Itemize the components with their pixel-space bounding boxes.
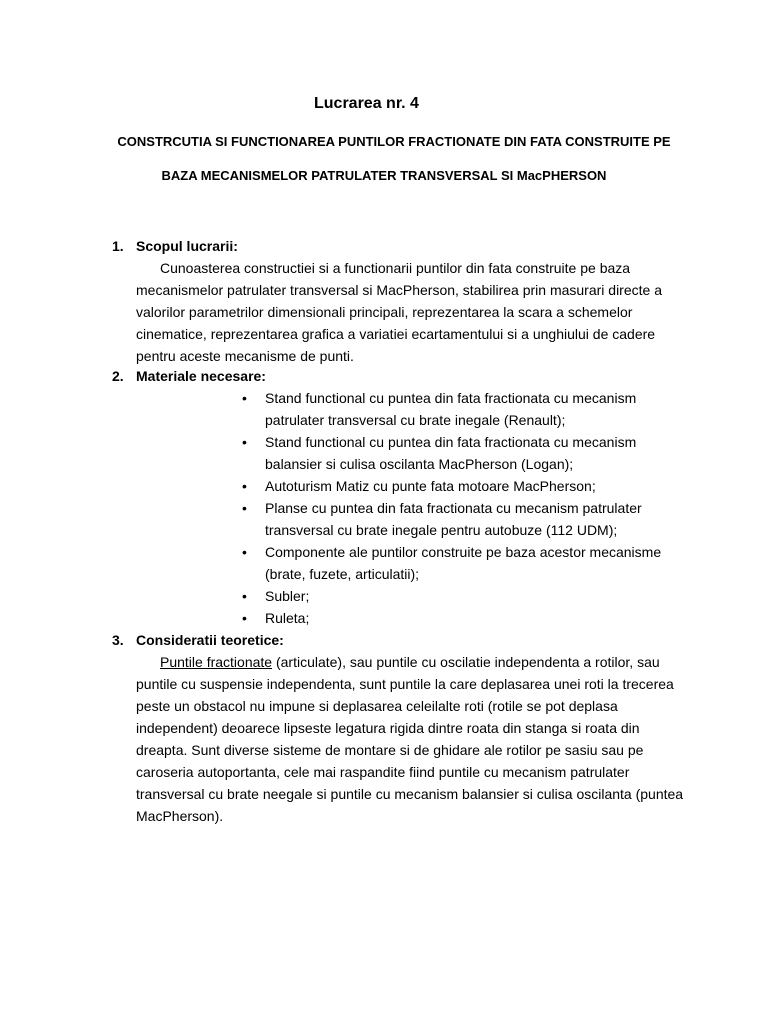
section-heading xyxy=(112,629,692,651)
list-item xyxy=(242,475,692,497)
list-item-line: patrulater transversal cu brate inegale (Renault); xyxy=(265,412,566,428)
list-item-line: Planse cu puntea din fata fractionata cu mecanism patrulater xyxy=(265,500,642,516)
subtitle-line-1: CONSTRCUTIA SI FUNCTIONAREA PUNTILOR FRACTIONATE DIN FATA CONSTRUITE PE xyxy=(117,134,671,149)
list-item xyxy=(242,387,692,431)
paragraph-line: dreapta. Sunt diverse sisteme de montare si de ghidare ale rotilor pe sasiu sau pe xyxy=(136,742,644,758)
paragraph-line: independent) deoarece lipseste legatura rigida dintre roata din stanga si roata din xyxy=(136,720,640,736)
paragraph-line: valorilor parametrilor dimensionali principali, reprezentarea la scara a schemelor xyxy=(136,304,633,320)
section-paragraph xyxy=(136,651,684,827)
section-heading xyxy=(112,365,692,387)
bullet-icon: • xyxy=(242,544,247,560)
section-scopul-lucrarii xyxy=(112,235,692,367)
section-title: Materiale necesare: xyxy=(136,368,266,384)
paragraph-line xyxy=(136,651,668,673)
paragraph-line: mecanismelor patrulater transversal si MacPherson, stabilirea prin masurari directe a xyxy=(136,282,662,298)
section-heading xyxy=(112,235,692,257)
list-item-line: Stand functional cu puntea din fata fractionata cu mecanism xyxy=(265,434,637,450)
list-item-line: Stand functional cu puntea din fata fractionata cu mecanism xyxy=(265,390,637,406)
paragraph-line: puntile cu suspensie independenta, sunt puntile la care deplasarea unei roti la trecerea xyxy=(136,676,674,692)
list-item-line: transversal cu brate inegale pentru autobuze (112 UDM); xyxy=(265,522,618,538)
list-item xyxy=(242,431,692,475)
list-item-line: Subler; xyxy=(265,588,310,604)
paragraph-line: MacPherson). xyxy=(136,808,224,824)
bullet-icon: • xyxy=(242,588,247,604)
section-title: Consideratii teoretice: xyxy=(136,632,284,648)
section-materiale-necesare xyxy=(112,365,692,629)
paragraph-line: caroseria autoportanta, cele mai raspandite fiind puntile cu mecanism patrulater xyxy=(136,764,630,780)
list-item-line: Ruleta; xyxy=(265,610,310,626)
paragraph-text: (articulate), sau puntile cu oscilatie independenta a rotilor, sau xyxy=(272,654,660,670)
bullet-icon: • xyxy=(242,500,247,516)
page-title: Lucrarea nr. 4 xyxy=(314,95,419,112)
paragraph-line: Cunoasterea constructiei si a functionarii puntilor din fata construite pe baza xyxy=(160,260,631,276)
section-consideratii-teoretice xyxy=(112,629,692,827)
list-item xyxy=(242,497,692,541)
section-title: Scopul lucrarii: xyxy=(136,238,238,254)
paragraph-line: peste un obstacol nu impune si deplasarea celeilalte roti (rotile se pot deplasa xyxy=(136,698,618,714)
paragraph-line: pentru aceste mecanisme de punti. xyxy=(136,348,354,364)
bullet-icon: • xyxy=(242,390,247,406)
section-paragraph xyxy=(136,257,668,367)
list-item xyxy=(242,607,692,629)
list-item xyxy=(242,585,692,607)
section-number: 3. xyxy=(112,632,124,648)
underlined-term: Puntile fractionate xyxy=(160,654,273,670)
subtitle-line-2: BAZA MECANISMELOR PATRULATER TRANSVERSAL SI MacPHERSON xyxy=(161,168,607,183)
bullet-icon: • xyxy=(242,478,247,494)
list-item-line: balansier si culisa oscilanta MacPherson (Logan); xyxy=(265,456,574,472)
list-item-line: Autoturism Matiz cu punte fata motoare MacPherson; xyxy=(265,478,596,494)
list-item-line: Componente ale puntilor construite pe baza acestor mecanisme xyxy=(265,544,662,560)
section-number: 1. xyxy=(112,238,124,254)
list-item xyxy=(242,541,692,585)
materials-list xyxy=(242,387,692,629)
bullet-icon: • xyxy=(242,610,247,626)
paragraph-line: transversal cu brate neegale si puntile cu mecanism balansier si culisa oscilanta (puntea xyxy=(136,786,684,802)
list-item-line: (brate, fuzete, articulatii); xyxy=(265,566,420,582)
bullet-icon: • xyxy=(242,434,247,450)
paragraph-line: cinematice, reprezentarea grafica a variatiei ecartamentului si a unghiului de cadere xyxy=(136,326,656,342)
section-number: 2. xyxy=(112,368,124,384)
